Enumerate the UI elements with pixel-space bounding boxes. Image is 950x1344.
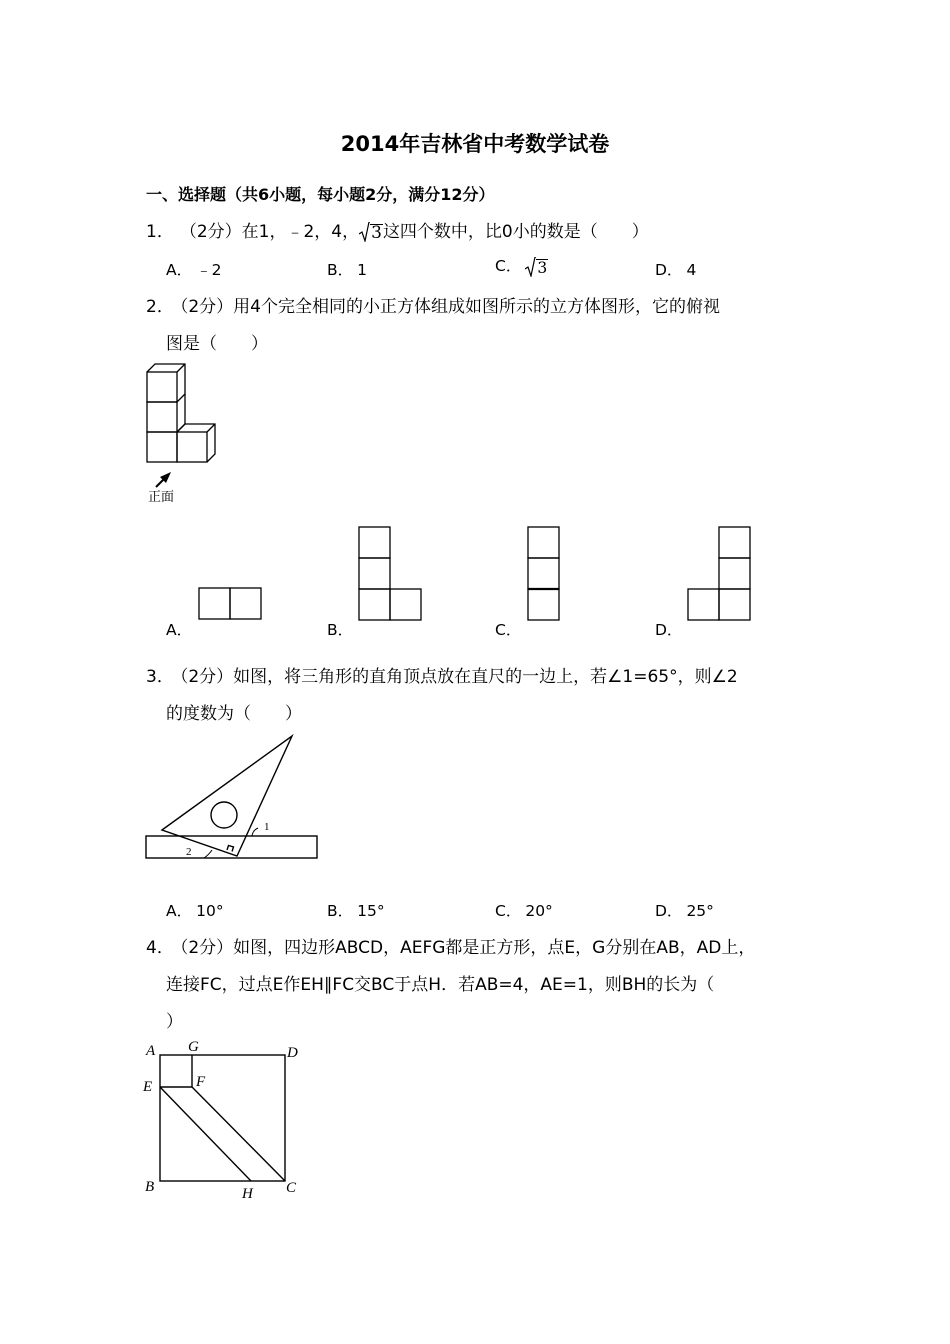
point-h-label: H bbox=[242, 1186, 253, 1202]
option-text: ﹣2 bbox=[196, 261, 222, 279]
option-text: 15° bbox=[357, 902, 385, 920]
q2-option-d-figure bbox=[687, 526, 753, 622]
question-4 bbox=[146, 933, 755, 958]
question-score: （2分） bbox=[179, 297, 234, 317]
question-1 bbox=[146, 217, 649, 242]
option-label: C． bbox=[495, 257, 522, 275]
question-score: （2分） bbox=[179, 222, 242, 242]
q2-option-c-figure bbox=[527, 526, 561, 622]
q2-option-b-figure bbox=[358, 526, 424, 622]
q3-option-d[interactable] bbox=[655, 899, 714, 921]
q2-option-b[interactable]: B． bbox=[327, 621, 354, 639]
option-label: D． bbox=[655, 261, 683, 279]
q2-option-a-figure bbox=[198, 587, 264, 621]
question-number: 2． bbox=[146, 297, 174, 317]
question-3 bbox=[146, 662, 738, 687]
page-title: 2014年吉林省中考数学试卷 bbox=[340, 132, 610, 156]
option-label: B． bbox=[327, 902, 354, 920]
sqrt-expression bbox=[525, 257, 548, 277]
option-text: 20° bbox=[525, 902, 553, 920]
option-text: 1 bbox=[357, 261, 368, 279]
option-text: 25° bbox=[686, 902, 714, 920]
q2-option-d[interactable]: D． bbox=[655, 621, 683, 639]
squares-figure bbox=[140, 1035, 310, 1203]
q3-option-a[interactable] bbox=[166, 899, 224, 921]
q2-option-a[interactable]: A． bbox=[166, 621, 193, 639]
point-e-label: E bbox=[143, 1079, 153, 1095]
triangle-ruler-figure bbox=[140, 730, 325, 865]
question-number: 3． bbox=[146, 667, 174, 687]
front-label: 正面 bbox=[148, 490, 175, 505]
q3-option-b[interactable] bbox=[327, 899, 385, 921]
question-stem-cont: 这四个数中，比0小的数是（ ） bbox=[382, 222, 649, 242]
point-b-label: B bbox=[145, 1179, 155, 1195]
cube-stack-figure bbox=[140, 360, 230, 510]
option-text: 10° bbox=[196, 902, 224, 920]
point-d-label: D bbox=[287, 1045, 298, 1061]
option-text: 4 bbox=[686, 261, 697, 279]
q1-option-a[interactable] bbox=[166, 258, 221, 280]
question-3-line2: 的度数为（ ） bbox=[166, 704, 302, 724]
option-label: A． bbox=[166, 261, 193, 279]
option-label: A． bbox=[166, 902, 193, 920]
question-number: 1． bbox=[146, 222, 174, 242]
angle-1-label: 1 bbox=[264, 821, 270, 833]
point-f-label: F bbox=[196, 1074, 206, 1090]
question-stem: 在1，﹣2，4， bbox=[241, 222, 360, 242]
q1-option-b[interactable] bbox=[327, 258, 367, 280]
point-a-label: A bbox=[146, 1043, 156, 1059]
option-label: C． bbox=[495, 902, 522, 920]
option-label: D． bbox=[655, 902, 683, 920]
option-label: B． bbox=[327, 261, 354, 279]
question-2-line2: 图是（ ） bbox=[166, 334, 268, 354]
question-4-line2: 连接FC，过点E作EH∥FC交BC于点H．若AB=4，AE=1，则BH的长为（ bbox=[166, 975, 715, 995]
question-4-line3: ） bbox=[166, 1012, 183, 1032]
radicand: 3 bbox=[371, 223, 382, 243]
q3-option-c[interactable] bbox=[495, 899, 553, 921]
question-2 bbox=[146, 292, 720, 317]
question-number: 4． bbox=[146, 938, 174, 958]
point-g-label: G bbox=[188, 1039, 199, 1055]
question-stem: 如图，四边形ABCD，AEFG都是正方形，点E，G分别在AB，AD上， bbox=[233, 938, 756, 958]
section-heading: 一、选择题（共6小题，每小题2分，满分12分） bbox=[146, 185, 495, 204]
q1-option-c[interactable] bbox=[495, 254, 548, 277]
angle-2-label: 2 bbox=[186, 846, 192, 858]
radicand: 3 bbox=[537, 259, 548, 277]
sqrt-expression bbox=[359, 222, 383, 242]
point-c-label: C bbox=[286, 1180, 297, 1196]
question-stem: 如图，将三角形的直角顶点放在直尺的一边上，若∠1=65°，则∠2 bbox=[233, 667, 738, 687]
question-score: （2分） bbox=[179, 667, 234, 687]
q2-option-c[interactable]: C． bbox=[495, 621, 522, 639]
question-score: （2分） bbox=[179, 938, 234, 958]
question-stem: 用4个完全相同的小正方体组成如图所示的立方体图形，它的俯视 bbox=[233, 297, 720, 317]
q1-option-d[interactable] bbox=[655, 258, 696, 280]
